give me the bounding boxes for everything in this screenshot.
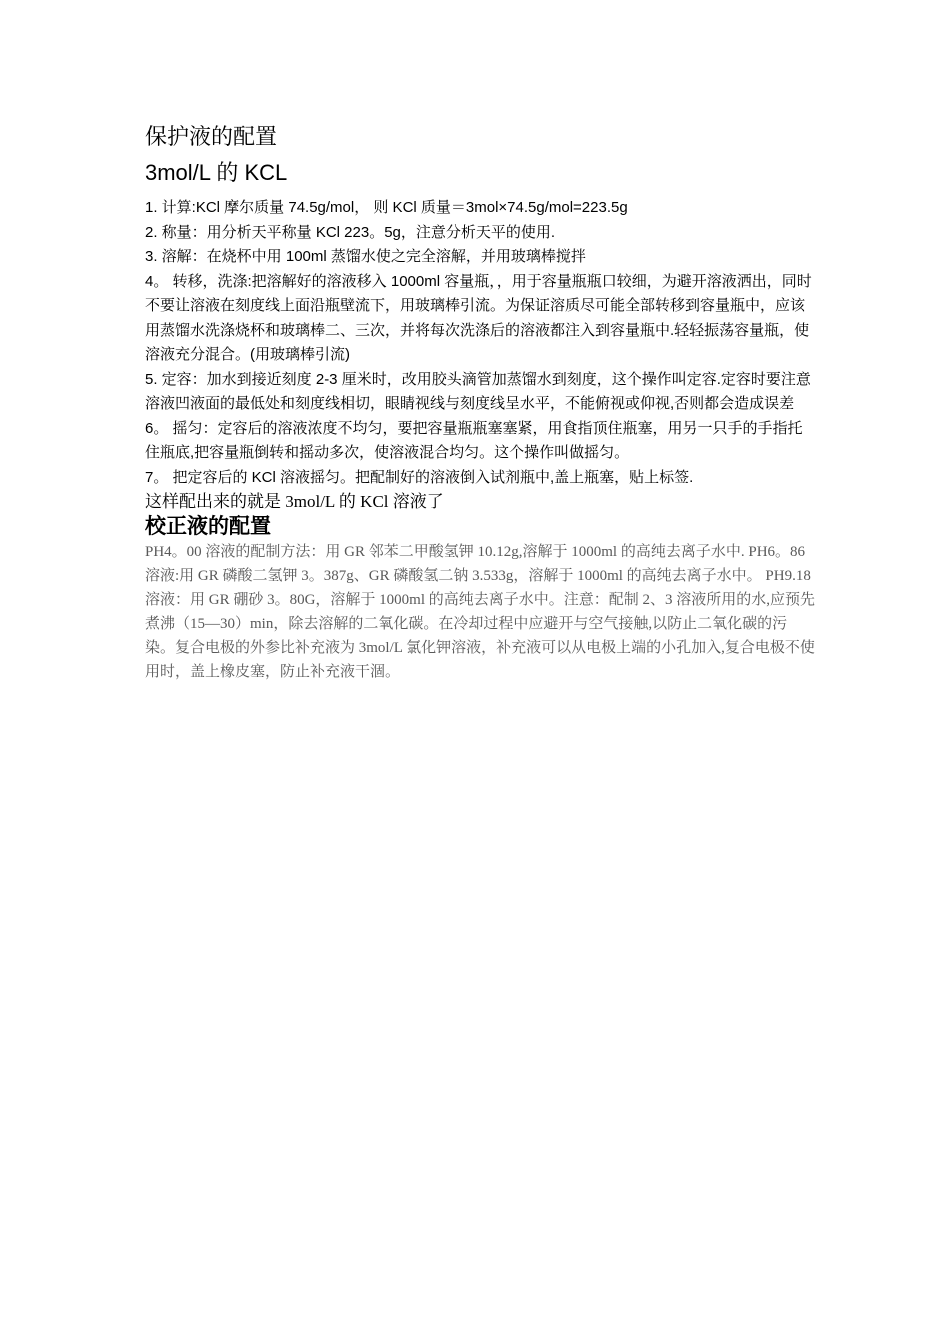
step-4: 4。 转移，洗涤:把溶解好的溶液移入 1000ml 容量瓶，，用于容量瓶瓶口较细，为避开溶液洒出，同时不要让溶液在刻度线上面沿瓶壁流下，用玻璃棒引流。为保证溶质尽可能全部转移到容量瓶中，应该用蒸馏水洗涤烧杯和玻璃棒二、三次，并将每次洗涤后的溶液都注入到容量瓶中.轻轻振荡容量瓶，使溶液充分混合。(用玻璃棒引流) bbox=[145, 272, 812, 363]
step-3: 3. 溶解：在烧杯中用 100ml 蒸馏水使之完全溶解，并用玻璃棒搅拌 bbox=[145, 248, 586, 265]
document-page bbox=[145, 120, 815, 684]
step-1: 1. 计算:KCl 摩尔质量 74.5g/mol， 则 KCl 质量＝3mol×74.5g/mol=223.5g bbox=[145, 199, 628, 216]
summary-line: 这样配出来的就是 3mol/L 的 KCl 溶液了 bbox=[145, 492, 444, 511]
step-6: 6。 摇匀：定容后的溶液浓度不均匀，要把容量瓶瓶塞塞紧，用食指顶住瓶塞，用另一只手的手指托住瓶底,把容量瓶倒转和摇动多次，使溶液混合均匀。这个操作叫做摇匀。 bbox=[145, 419, 803, 461]
step-7: 7。 把定容后的 KCl 溶液摇匀。把配制好的溶液倒入试剂瓶中,盖上瓶塞，贴上标签. bbox=[145, 468, 694, 486]
step-2: 2. 称量：用分析天平称量 KCl 223。5g，注意分析天平的使用. bbox=[145, 223, 556, 241]
step-5: 5. 定容：加水到接近刻度 2-3 厘米时，改用胶头滴管加蒸馏水到刻度，这个操作叫定容.定容时要注意溶液凹液面的最低处和刻度线相切，眼睛视线与刻度线呈水平，不能俯视或仰视,否则都会造成误差 bbox=[145, 370, 811, 412]
calibration-paragraph: PH4。00 溶液的配制方法：用 GR 邻苯二甲酸氢钾 10.12g,溶解于 1000ml 的高纯去离子水中. PH6。86 溶液:用 GR 磷酸二氢钾 3。387g、GR 磷酸氢二钠 3.533g，溶解于 1000ml 的高纯去离子水中。 PH9.18 溶液：用 GR 硼砂 3。80G，溶解于 1000ml 的高纯去离子水中。注意：配制 2、3 溶液所用的水,应预先煮沸（15—30）min，除去溶解的二氧化碳。在冷却过程中应避开与空气接触,以防止二氧化碳的污染。复合电极的外参比补充液为 3mol/L 氯化钾溶液，补充液可以从电极上端的小孔加入,复合电极不使用时，盖上橡皮塞，防止补充液干涸。 bbox=[145, 544, 816, 680]
heading-calibration-solution: 校正液的配置 bbox=[145, 515, 271, 538]
heading-kcl-concentration: 3mol/L 的 KCL bbox=[145, 160, 288, 185]
heading-protective-solution: 保护液的配置 bbox=[145, 124, 278, 149]
